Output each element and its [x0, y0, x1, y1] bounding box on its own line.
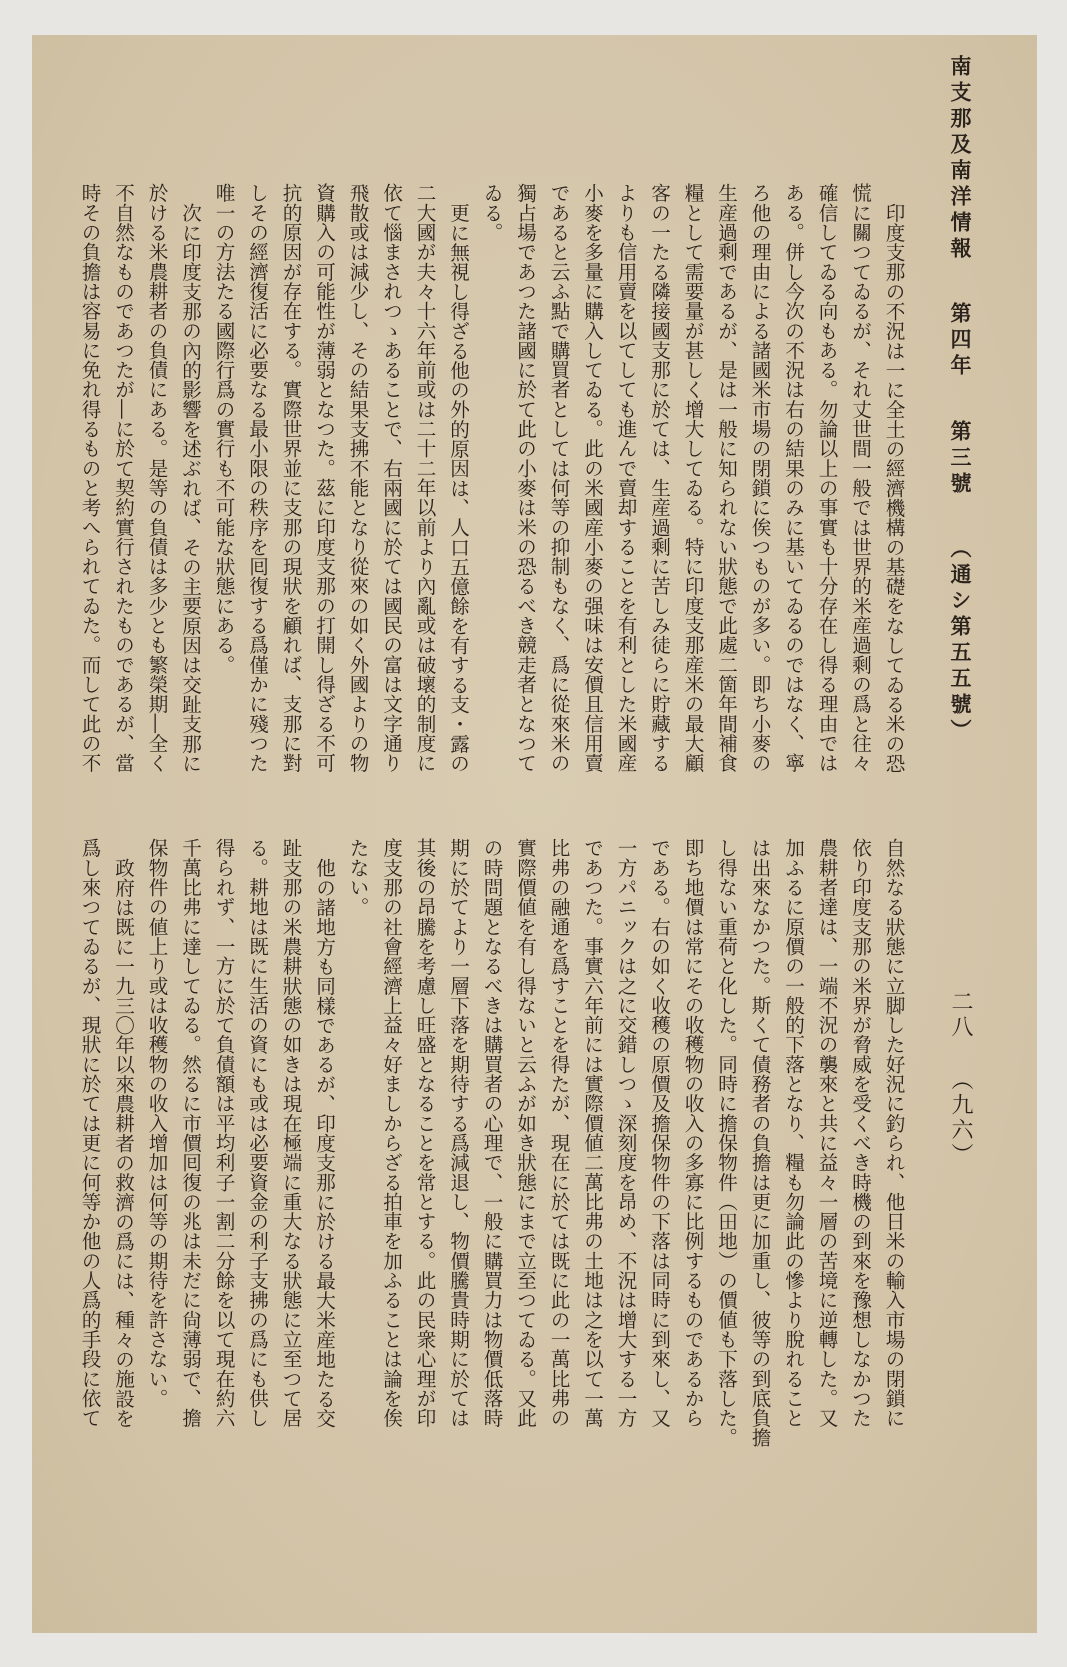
journal-title: 南支那及南洋情報 [948, 55, 973, 263]
text-column: 更に無視し得ざる他の外的原因は、人口五億餘を有する支・露の [446, 202, 470, 773]
serial-page-number: （九六） [948, 1068, 973, 1168]
text-column: 生産過剩であるが、是は一般に知られない狀態で此處二箇年間補食 [714, 183, 738, 773]
text-column: 期に於てより一層下落を期待する爲減退し、物價騰貴時期に於ては [446, 838, 470, 1428]
text-column: 依り印度支那の米界が脅威を受くべき時機の到來を豫想しなかつた [848, 838, 872, 1428]
text-column: ゐる。 [480, 183, 503, 242]
upper-text-block [72, 183, 910, 803]
text-column: 客の一たる隣接國支那に於ては、生産過剩に苦しみ徒らに貯藏する [647, 183, 671, 773]
text-column: よりも信用賣を以てしても進んで賣却することを有利とした米國産 [614, 183, 637, 773]
text-column: 獨占場であつた諸國に於て此の小麥は米の恐るべき競走者となつて [513, 183, 537, 773]
text-column: であると云ふ點で購買者としては何等の抑制もなく、爲に從來米の [547, 183, 570, 773]
text-column: 農耕者達は、一端不況の襲來と共に益々一層の苦境に逆轉した。又 [815, 838, 838, 1428]
text-column: 千萬比弗に達してゐる。然るに市價囘復の兆は未だに尙薄弱で、擔 [178, 838, 202, 1428]
text-column: し得ない重荷と化した。同時に擔保物件（田地）の價値も下落した。 [714, 838, 738, 1448]
text-column: 確信してゐる向もある。勿論以上の事實も十分存在し得る理由では [815, 183, 838, 773]
issue-label: 第三號 [948, 419, 973, 498]
text-column: の時問題となるべきは購買者の心理で、一般に購買力は物價低落時 [480, 838, 503, 1428]
text-column: 即ち地價は常にその收穫物の收入の多寡に比例するものであるから [681, 838, 704, 1428]
text-column: 其後の昂騰を考慮し旺盛となることを常とする。此の民衆心理が印 [413, 838, 436, 1428]
text-column: 得られず、一方に於て負債額は平均利子一割二分餘を以て現在約六 [212, 838, 235, 1428]
text-column: 自然なる狀態に立脚した好況に釣られ、他日米の輸入市場の閉鎖に [882, 838, 905, 1428]
text-column: 糧として需要量が甚しく增大してゐる。特に印度支那産米の最大顧 [681, 183, 704, 773]
text-column: 次に印度支那の內的影響を述ぶれば、その主要原因は交趾支那に [178, 202, 202, 773]
text-column: たない。 [346, 838, 369, 917]
text-column: 抗的原因が存在する。實際世界並に支那の現狀を顧れば、支那に對 [279, 183, 302, 773]
text-column: 度支那の社會經濟上益々好ましからざる拍車を加ふることは論を俟 [379, 838, 403, 1428]
year-label: 第四年 [948, 302, 973, 381]
page-number: 二八 [948, 990, 973, 1040]
text-column: 印度支那の不況は一に全土の經濟機構の基礎をなしてゐる米の恐 [882, 202, 905, 773]
running-header [945, 55, 975, 745]
text-column: 唯一の方法たる國際行爲の實行も不可能な狀態にある。 [212, 183, 235, 675]
text-column: 保物件の値上り或は收穫物の收入增加は何等の期待を許さない。 [145, 838, 168, 1408]
text-column: 加ふるに原價の一般的下落となり、糧も勿論此の慘より脫れること [781, 838, 805, 1428]
text-column: であつた。事實六年前には實際價値二萬比弗の土地は之を以て一萬 [580, 838, 604, 1428]
text-column: 政府は既に一九三〇年以來農耕者の救濟の爲には、種々の施設を [111, 857, 135, 1428]
text-column: る。耕地は既に生活の資にも或は必要資金の利子支拂の爲にも供し [245, 838, 269, 1428]
text-column: ろ他の理由による諸國米市場の閉鎖に俟つものが多い。即ち小麥の [748, 183, 771, 773]
text-column: は出來なかつた。斯くて債務者の負擔は更に加重し、彼等の到底負擔 [748, 838, 771, 1448]
text-column: ある。併し今次の不況は右の結果のみに基いてゐるのではなく、寧 [781, 183, 805, 773]
text-column: 時その負擔は容易に免れ得るものと考へられてゐた。而して此の不 [78, 183, 101, 773]
text-column: 慌に關つてゐるが、それ丈世間一般では世界的米産過剩の爲と往々 [848, 183, 872, 773]
folio [945, 990, 975, 1168]
text-column: しその經濟復活に必要なる最小限の秩序を囘復する爲僅かに殘つた [245, 183, 269, 773]
text-column: 飛散或は減少し、その結果支拂不能となり從來の如く外國よりの物 [346, 183, 369, 773]
text-column: 不自然なものであつたが―に於て契約實行されたものであるが、當 [111, 183, 135, 773]
text-column: 二大國が夫々十六年前或は二十二年以前より內亂或は破壞的制度に [413, 183, 436, 773]
text-column: 比弗の融通を爲すことを得たが、現在に於ては既に此の一萬比弗の [547, 838, 570, 1428]
text-column: である。右の如く收穫の原價及擔保物件の下落は同時に到來し、又 [647, 838, 671, 1428]
text-column: 實際價値を有し得ないと云ふが如き狀態にまで立至つてゐる。又此 [513, 838, 537, 1428]
text-column: 爲し來つてゐるが、現狀に於ては更に何等か他の人爲的手段に依て [78, 838, 101, 1428]
text-column: 趾支那の米農耕狀態の如きは現在極端に重大なる狀態に立至つて居 [279, 838, 302, 1428]
lower-text-block [72, 838, 910, 1458]
text-column: 小麥を多量に購入してゐる。此の米國産小麥の强味は安價且信用賣 [580, 183, 604, 773]
text-column: 資購入の可能性が薄弱となつた。茲に印度支那の打開し得ざる不可 [312, 183, 336, 773]
text-column: 依て惱まされつゝあることで、右兩國に於ては國民の富は文字通り [379, 183, 403, 773]
serial-issue-label: （通シ第五五號） [948, 536, 973, 745]
text-column: 他の諸地方も同樣であるが、印度支那に於ける最大米産地たる交 [312, 857, 336, 1428]
text-column: 於ける米農耕者の負債にある。是等の負債は多少とも繁榮期―全く [145, 183, 168, 773]
text-column: 一方パニックは之に交錯しつゝ深刻度を昂め、不況は增大する一方 [614, 838, 637, 1428]
